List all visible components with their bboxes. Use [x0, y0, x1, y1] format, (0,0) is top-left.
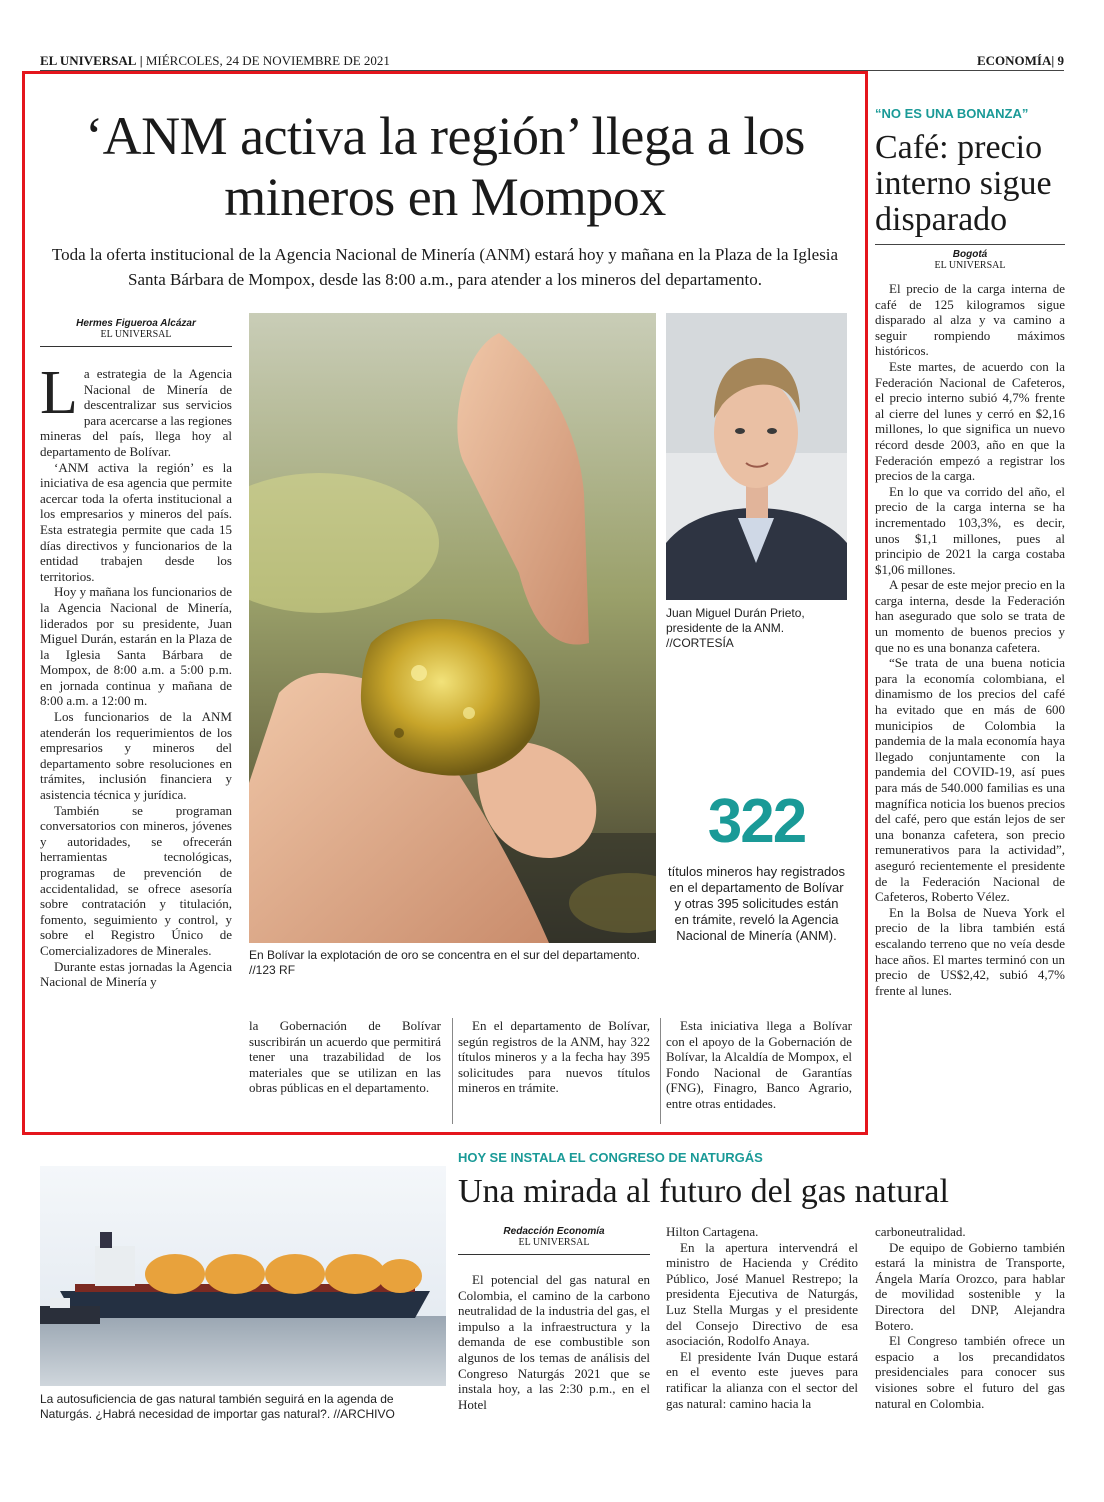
paragraph: El presidente Iván Duque estará en el evento este jueves para ratificar la alianza con el sector del gas natural: camino hacia la	[666, 1348, 858, 1411]
paragraph: carboneutralidad.	[875, 1224, 966, 1239]
sidebar-article	[875, 281, 1065, 998]
main-deck: Toda la oferta institucional de la Agencia Nacional de Minería (ANM) estará hoy y mañana en la Plaza de la Iglesia Santa Bárbara de Mompox, desde las 8:00 a.m., para atender a los mineros del departamento.	[51, 245, 839, 289]
byline-org: EL UNIVERSAL	[100, 329, 172, 340]
drop-cap: L	[40, 359, 78, 427]
paragraph: En la apertura intervendrá el ministro de Hacienda y Crédito Público, José Manuel Restrepo; la presidenta Ejecutiva de Naturgás, Luz Stella Murgas y el presidente del Consejo Directivo de esa asociación, Rodolfo Anaya.	[666, 1239, 858, 1349]
gas-article-col1	[458, 1272, 650, 1412]
byline-org: EL UNIVERSAL	[518, 1237, 590, 1248]
paragraph: El potencial del gas natural en Colombia, el camino de la carbono neutralidad de la industria del gas, el impulso a la infraestructura y la demanda de ese combustible son algunos de los temas de análisis del Congreso Naturgás 2021 que se instala hoy, a las 2:30 p.m., en el Hotel	[458, 1272, 650, 1412]
paragraph: También se programan conversatorios con mineros, jóvenes y autoridades, se ofrecerán herramientas tecnológicas, programas de prevención de accidentalidad, se ofrece asesoría sobre contratación y titulación, fomento, seguimiento y control, y sobre el Registro Único de Comercializadores de Minerales.	[40, 802, 232, 958]
sidebar-title: Café: precio interno sigue disparado	[875, 129, 1052, 238]
byline-city: Bogotá	[952, 249, 988, 260]
main-article-col3	[458, 1018, 650, 1096]
gold-nugget-photo	[249, 313, 656, 943]
header-separator-right: |	[1051, 53, 1055, 68]
paragraph: Hilton Cartagena.	[666, 1224, 759, 1239]
newspaper-name: EL UNIVERSAL	[40, 53, 137, 68]
portrait-illustration	[666, 313, 847, 600]
gas-byline-rule	[458, 1254, 650, 1255]
paragraph: Los funcionarios de la ANM atenderán los requerimientos de los empresarios y mineros del departamento sobre resoluciones en trámites, inclusión financiera y asistencia técnica y jurídica.	[40, 709, 232, 803]
paragraph: A pesar de este mejor precio en la carga interna, desde la Federación han asegurado que solo se trata de un momento de buenos precios y que no es una bonanza cafetera.	[875, 577, 1065, 655]
gas-article-col2	[666, 1224, 858, 1411]
gas-kicker: HOY SE INSTALA EL CONGRESO DE NATURGÁS	[458, 1150, 763, 1165]
section-name: ECONOMÍA	[976, 53, 1052, 68]
gas-byline	[458, 1226, 650, 1248]
page-header-right	[977, 53, 1064, 69]
paragraph: ‘ANM activa la región’ es la iniciativa de esa agencia que permite acercar toda la oferta institucional a los empresarios y mineros del país. Esta estrategia permite que cada 15 días directivos y funcionarios de la entidad trabajen desde los territorios.	[40, 459, 232, 584]
byline-author: Redacción Economía	[503, 1226, 605, 1237]
gold-nugget-illustration	[249, 313, 656, 943]
paragraph: Esta iniciativa llega a Bolívar con el apoyo de la Gobernación de Bolívar, la Alcaldía de Mompox, el Fondo Nacional de Garantías (FNG), Finagro, Banco Agrario, entre otras entidades.	[666, 1018, 852, 1111]
paragraph: Durante estas jornadas la Agencia Nacional de Minería y	[40, 958, 232, 990]
portrait-caption: Juan Miguel Durán Prieto, presidente de la ANM. //CORTESÍA	[666, 606, 805, 650]
stat-number: 322	[707, 787, 806, 856]
paragraph: El precio de la carga interna de café de 125 kilogramos sigue disparado al alza y va camino a seguir rompiendo máximos históricos.	[875, 281, 1065, 359]
gas-article-col3	[875, 1224, 1065, 1411]
paragraph: Este martes, de acuerdo con la Federación Nacional de Cafeteros, el precio interno subió 4,7% frente al cierre del lunes y cerró en $2,16 millones, lo que significa un nuevo récord desde 2003, año en que la Federación empezó a registrar los precios de la carga.	[875, 358, 1065, 484]
stat-text: títulos mineros hay registrados en el departamento de Bolívar y otras 395 solicitudes están en trámite, reveló la Agencia Nacional de Minería (ANM).	[667, 864, 846, 943]
byline-rule	[40, 346, 232, 347]
paragraph: En la Bolsa de Nueva York el precio de la libra también está escalando terreno que no veía desde hace años. El martes terminó con un precio de US$2,42, subió 4,7% frente al lunes.	[875, 904, 1065, 998]
main-byline	[40, 318, 232, 340]
gold-photo-caption: En Bolívar la explotación de oro se concentra en el sur del departamento. //123 RF	[249, 948, 640, 977]
paragraph: En el departamento de Bolívar, según registros de la ANM, hay 322 títulos mineros y a la fecha hay 395 solicitudes para nuevos títulos mineros en trámite.	[458, 1018, 650, 1096]
main-headline: ‘ANM activa la región’ llega a los mineros en Mompox	[85, 106, 805, 227]
gas-photo-caption: La autosuficiencia de gas natural también seguirá en la agenda de Naturgás. ¿Habrá necesidad de importar gas natural?. //ARCHIVO	[40, 1392, 395, 1421]
header-date: MIÉRCOLES, 24 DE NOVIEMBRE DE 2021	[145, 53, 390, 68]
column-divider	[452, 1018, 453, 1124]
page-header-left	[40, 53, 390, 69]
column-divider	[660, 1018, 661, 1124]
sidebar-kicker: “NO ES UNA BONANZA”	[875, 106, 1029, 121]
main-article-col2	[249, 1018, 441, 1096]
paragraph: la Gobernación de Bolívar suscribirán un acuerdo que permitirá tener una trazabilidad de los materiales que se utilizan en las obras públicas en el departamento.	[249, 1018, 441, 1096]
paragraph: Hoy y mañana los funcionarios de la Agencia Nacional de Minería, liderados por su presidente, Juan Miguel Durán, estarán en la Plaza de la Iglesia Santa Bárbara de Mompox, de 8:00 a.m. a 5:00 p.m. en jornada continua y mañana de 8:00 a.m. a 12:00 m.	[40, 584, 232, 709]
page-number: 9	[1057, 53, 1064, 68]
paragraph: De equipo de Gobierno también estará la ministra de Transporte, Ángela María Orozco, para hablar de movilidad sostenible y la Directora del DNP, Alejandra Botero.	[875, 1239, 1065, 1333]
portrait-photo	[666, 313, 847, 600]
lng-ship-illustration	[40, 1166, 446, 1386]
main-article-col1	[40, 359, 232, 990]
byline-author: Hermes Figueroa Alcázar	[76, 318, 196, 329]
header-separator: |	[139, 53, 143, 68]
lng-ship-photo	[40, 1166, 446, 1386]
paragraph: a estrategia de la Agencia Nacional de Minería de descentralizar sus servicios para acercarse a las regiones mineras del país, llega hoy al departamento de Bolívar.	[40, 366, 232, 459]
sidebar-rule	[875, 244, 1065, 245]
gas-headline: Una mirada al futuro del gas natural	[458, 1173, 949, 1210]
main-article-col4	[666, 1018, 852, 1112]
paragraph: En lo que va corrido del año, el precio de la carga interna se ha incrementado 103,3%, es decir, unos $1,1 millones, pues al principio de 2021 la carga costaba $1,06 millones.	[875, 483, 1065, 577]
paragraph: “Se trata de una buena noticia para la economía colombiana, el dinamismo de los precios del café ha evitado que en más de 600 municipios de Colombia la pandemia de la mala economía haya llegado conjuntamente con la pandemia del COVID-19, así pues para más de 540.000 familias es una magnífica noticia los buenos precios del café, pero que están lejos de ser una bonanza cafetera, son precio remunerativos para la actividad”, aseguró recientemente el presidente de la Federación Nacional de Cafeteros, Roberto Vélez.	[875, 655, 1065, 905]
byline-org: EL UNIVERSAL	[934, 260, 1006, 271]
paragraph: El Congreso también ofrece un espacio a los precandidatos presidenciales para conocer sus visiones sobre el futuro del gas natural en Colombia.	[875, 1333, 1065, 1411]
sidebar-byline	[875, 249, 1065, 271]
